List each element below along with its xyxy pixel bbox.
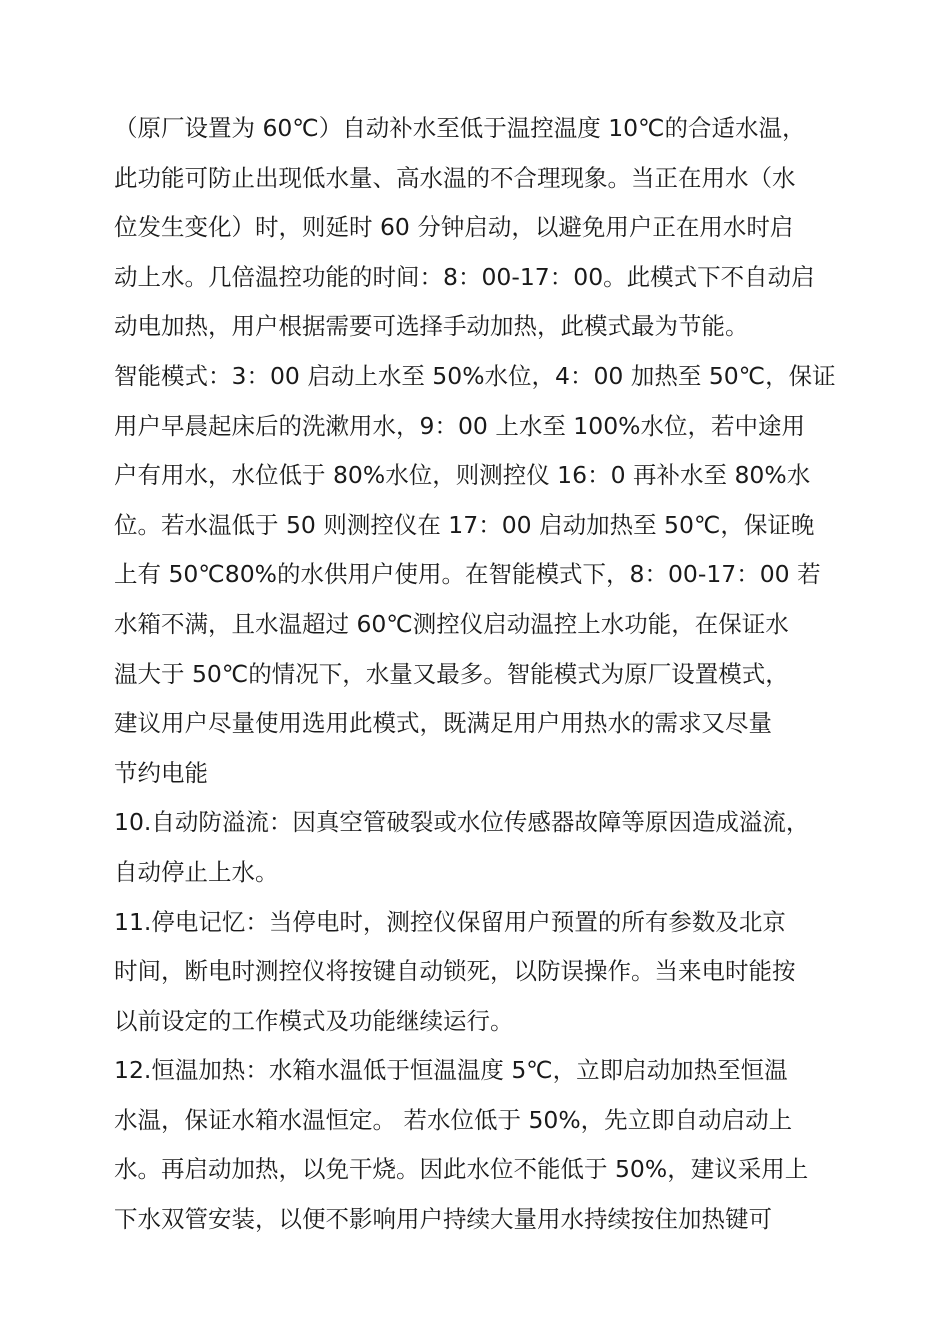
text-line: 自动停止上水。 <box>114 857 279 886</box>
text-line: 智能模式：3：00 启动上水至 50%水位，4：00 加热至 50℃，保证 <box>114 361 836 390</box>
text-line: 位发生变化）时，则延时 60 分钟启动，以避免用户正在用水时启 <box>114 213 794 242</box>
text-line: 用户早晨起床后的洗漱用水，9：00 上水至 100%水位，若中途用 <box>114 411 805 440</box>
body-text <box>114 104 854 1245</box>
text-line: 时间，断电时测控仪将按键自动锁死，以防误操作。当来电时能按 <box>114 957 796 986</box>
text-line: 节约电能 <box>114 758 208 787</box>
text-line: 位。若水温低于 50 则测控仪在 17：00 启动加热至 50℃，保证晚 <box>114 510 815 539</box>
text-line: 以前设定的工作模式及功能继续运行。 <box>114 1006 514 1035</box>
text-line: 水温，保证水箱水温恒定。 若水位低于 50%，先立即自动启动上 <box>114 1105 793 1134</box>
text-line: 12.恒温加热：水箱水温低于恒温温度 5℃，立即启动加热至恒温 <box>114 1056 788 1085</box>
text-line: 户有用水，水位低于 80%水位，则测控仪 16：0 再补水至 80%水 <box>114 461 811 490</box>
text-line: 10.自动防溢流：因真空管破裂或水位传感器故障等原因造成溢流， <box>114 808 810 837</box>
text-line: 水。再启动加热，以免干烧。因此水位不能低于 50%，建议采用上 <box>114 1155 809 1184</box>
text-line: 下水双管安装，以便不影响用户持续大量用水持续按住加热键可 <box>114 1205 772 1234</box>
text-line: 上有 50℃80%的水供用户使用。在智能模式下，8：00-17：00 若 <box>114 560 821 589</box>
text-line: 11.停电记忆：当停电时，测控仪保留用户预置的所有参数及北京 <box>114 907 786 936</box>
text-line: 动上水。几倍温控功能的时间：8：00-17：00。此模式下不自动启 <box>114 262 815 291</box>
text-line: 温大于 50℃的情况下，水量又最多。智能模式为原厂设置模式， <box>114 659 789 688</box>
text-line: 此功能可防止出现低水量、高水温的不合理现象。当正在用水（水 <box>114 163 796 192</box>
text-line: 动电加热，用户根据需要可选择手动加热，此模式最为节能。 <box>114 312 749 341</box>
text-line: 水箱不满，且水温超过 60℃测控仪启动温控上水功能，在保证水 <box>114 609 789 638</box>
text-line: （原厂设置为 60℃）自动补水至低于温控温度 10℃的合适水温， <box>114 114 806 142</box>
text-line: 建议用户尽量使用选用此模式，既满足用户用热水的需求又尽量 <box>114 709 772 738</box>
